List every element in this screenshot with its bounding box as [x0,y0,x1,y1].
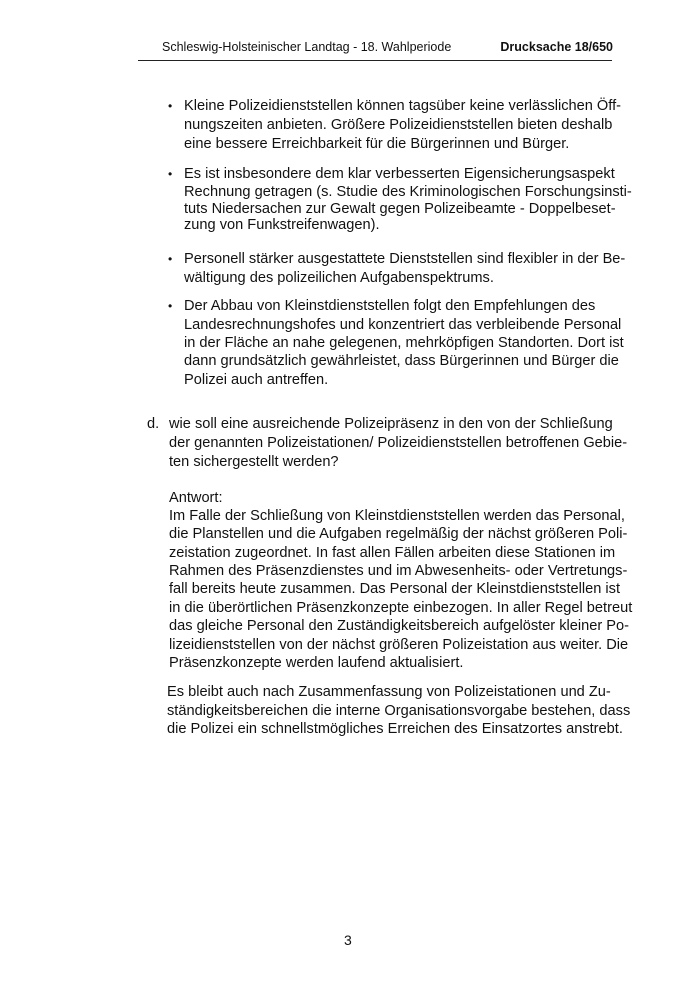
bullet-marker: • [168,252,173,266]
bullet-1-line-2: nungszeiten anbieten. Größere Polizeidienststellen bieten deshalb [184,117,613,133]
bullet-3-line-2: wältigung des polizeilichen Aufgabenspektrums. [184,270,494,286]
question-marker: d. [147,416,160,432]
page-number: 3 [344,932,352,948]
bullet-2-line-3: tuts Niedersachen zur Gewalt gegen Polizeibeamte - Doppelbeset- [184,201,616,217]
bullet-4-line-2: Landesrechnungshofes und konzentriert das verbleibende Personal [184,317,622,333]
answer-line-5: fall bereits heute zusammen. Das Personal der Kleinstdienststellen ist [169,581,621,597]
question-line-2: der genannten Polizeistationen/ Polizeidienststellen betroffenen Gebie- [169,435,628,451]
answer-line-6: in die überörtlichen Präsenzkonzepte einbezogen. In aller Regel betreut [169,600,633,616]
document-number: Drucksache 18/650 [500,40,613,54]
bullet-2-line-1: Es ist insbesondere dem klar verbesserten Eigensicherungsaspekt [184,166,615,182]
bullet-1-line-1: Kleine Polizeidienststellen können tagsüber keine verlässlichen Öff- [184,98,621,114]
bullet-4-line-1: Der Abbau von Kleinstdienststellen folgt den Empfehlungen des [184,298,596,314]
answer-line-9: Präsenzkonzepte werden laufend aktualisiert. [169,655,464,671]
header-rule [138,60,612,61]
answer-line-4: Rahmen des Präsenzdienstes und im Abwesenheits- oder Vertretungs- [169,563,628,579]
bullet-3-line-1: Personell stärker ausgestattete Dienststellen sind flexibler in der Be- [184,251,626,267]
bullet-marker: • [168,99,173,113]
question-line-1: wie soll eine ausreichende Polizeipräsenz in den von der Schließung [169,416,613,432]
closing-line-3: die Polizei ein schnellstmögliches Erreichen des Einsatzortes anstrebt. [167,721,623,737]
bullet-4-line-4: dann grundsätzlich gewährleistet, dass Bürgerinnen und Bürger die [184,353,619,369]
answer-label: Antwort: [169,490,223,506]
bullet-2-line-2: Rechnung getragen (s. Studie des Kriminologischen Forschungsinsti- [184,184,632,200]
answer-line-8: lizeidienststellen von der nächst größeren Polizeistation aus weiter. Die [169,637,629,653]
closing-line-2: ständigkeitsbereichen die interne Organisationsvorgabe bestehen, dass [167,703,631,719]
bullet-4-line-5: Polizei auch antreffen. [184,372,329,388]
bullet-2-line-4: zung von Funkstreifenwagen). [184,217,380,233]
bullet-marker: • [168,167,173,181]
header-title: Schleswig-Holsteinischer Landtag - 18. Wahlperiode [162,40,452,54]
answer-line-3: zeistation zugeordnet. In fast allen Fällen arbeiten diese Stationen im [169,545,616,561]
answer-line-1: Im Falle der Schließung von Kleinstdienststellen werden das Personal, [169,508,625,524]
question-line-3: ten sichergestellt werden? [169,454,339,470]
bullet-marker: • [168,299,173,313]
closing-line-1: Es bleibt auch nach Zusammenfassung von Polizeistationen und Zu- [167,684,611,700]
bullet-1-line-3: eine bessere Erreichbarkeit für die Bürgerinnen und Bürger. [184,136,570,152]
answer-line-2: die Planstellen und die Aufgaben regelmäßig der nächst größeren Poli- [169,526,628,542]
bullet-4-line-3: in der Fläche an nahe gelegenen, mehrköpfigen Standorten. Dort ist [184,335,624,351]
answer-line-7: das gleiche Personal den Zuständigkeitsbereich aufgelöster kleiner Po- [169,618,629,634]
